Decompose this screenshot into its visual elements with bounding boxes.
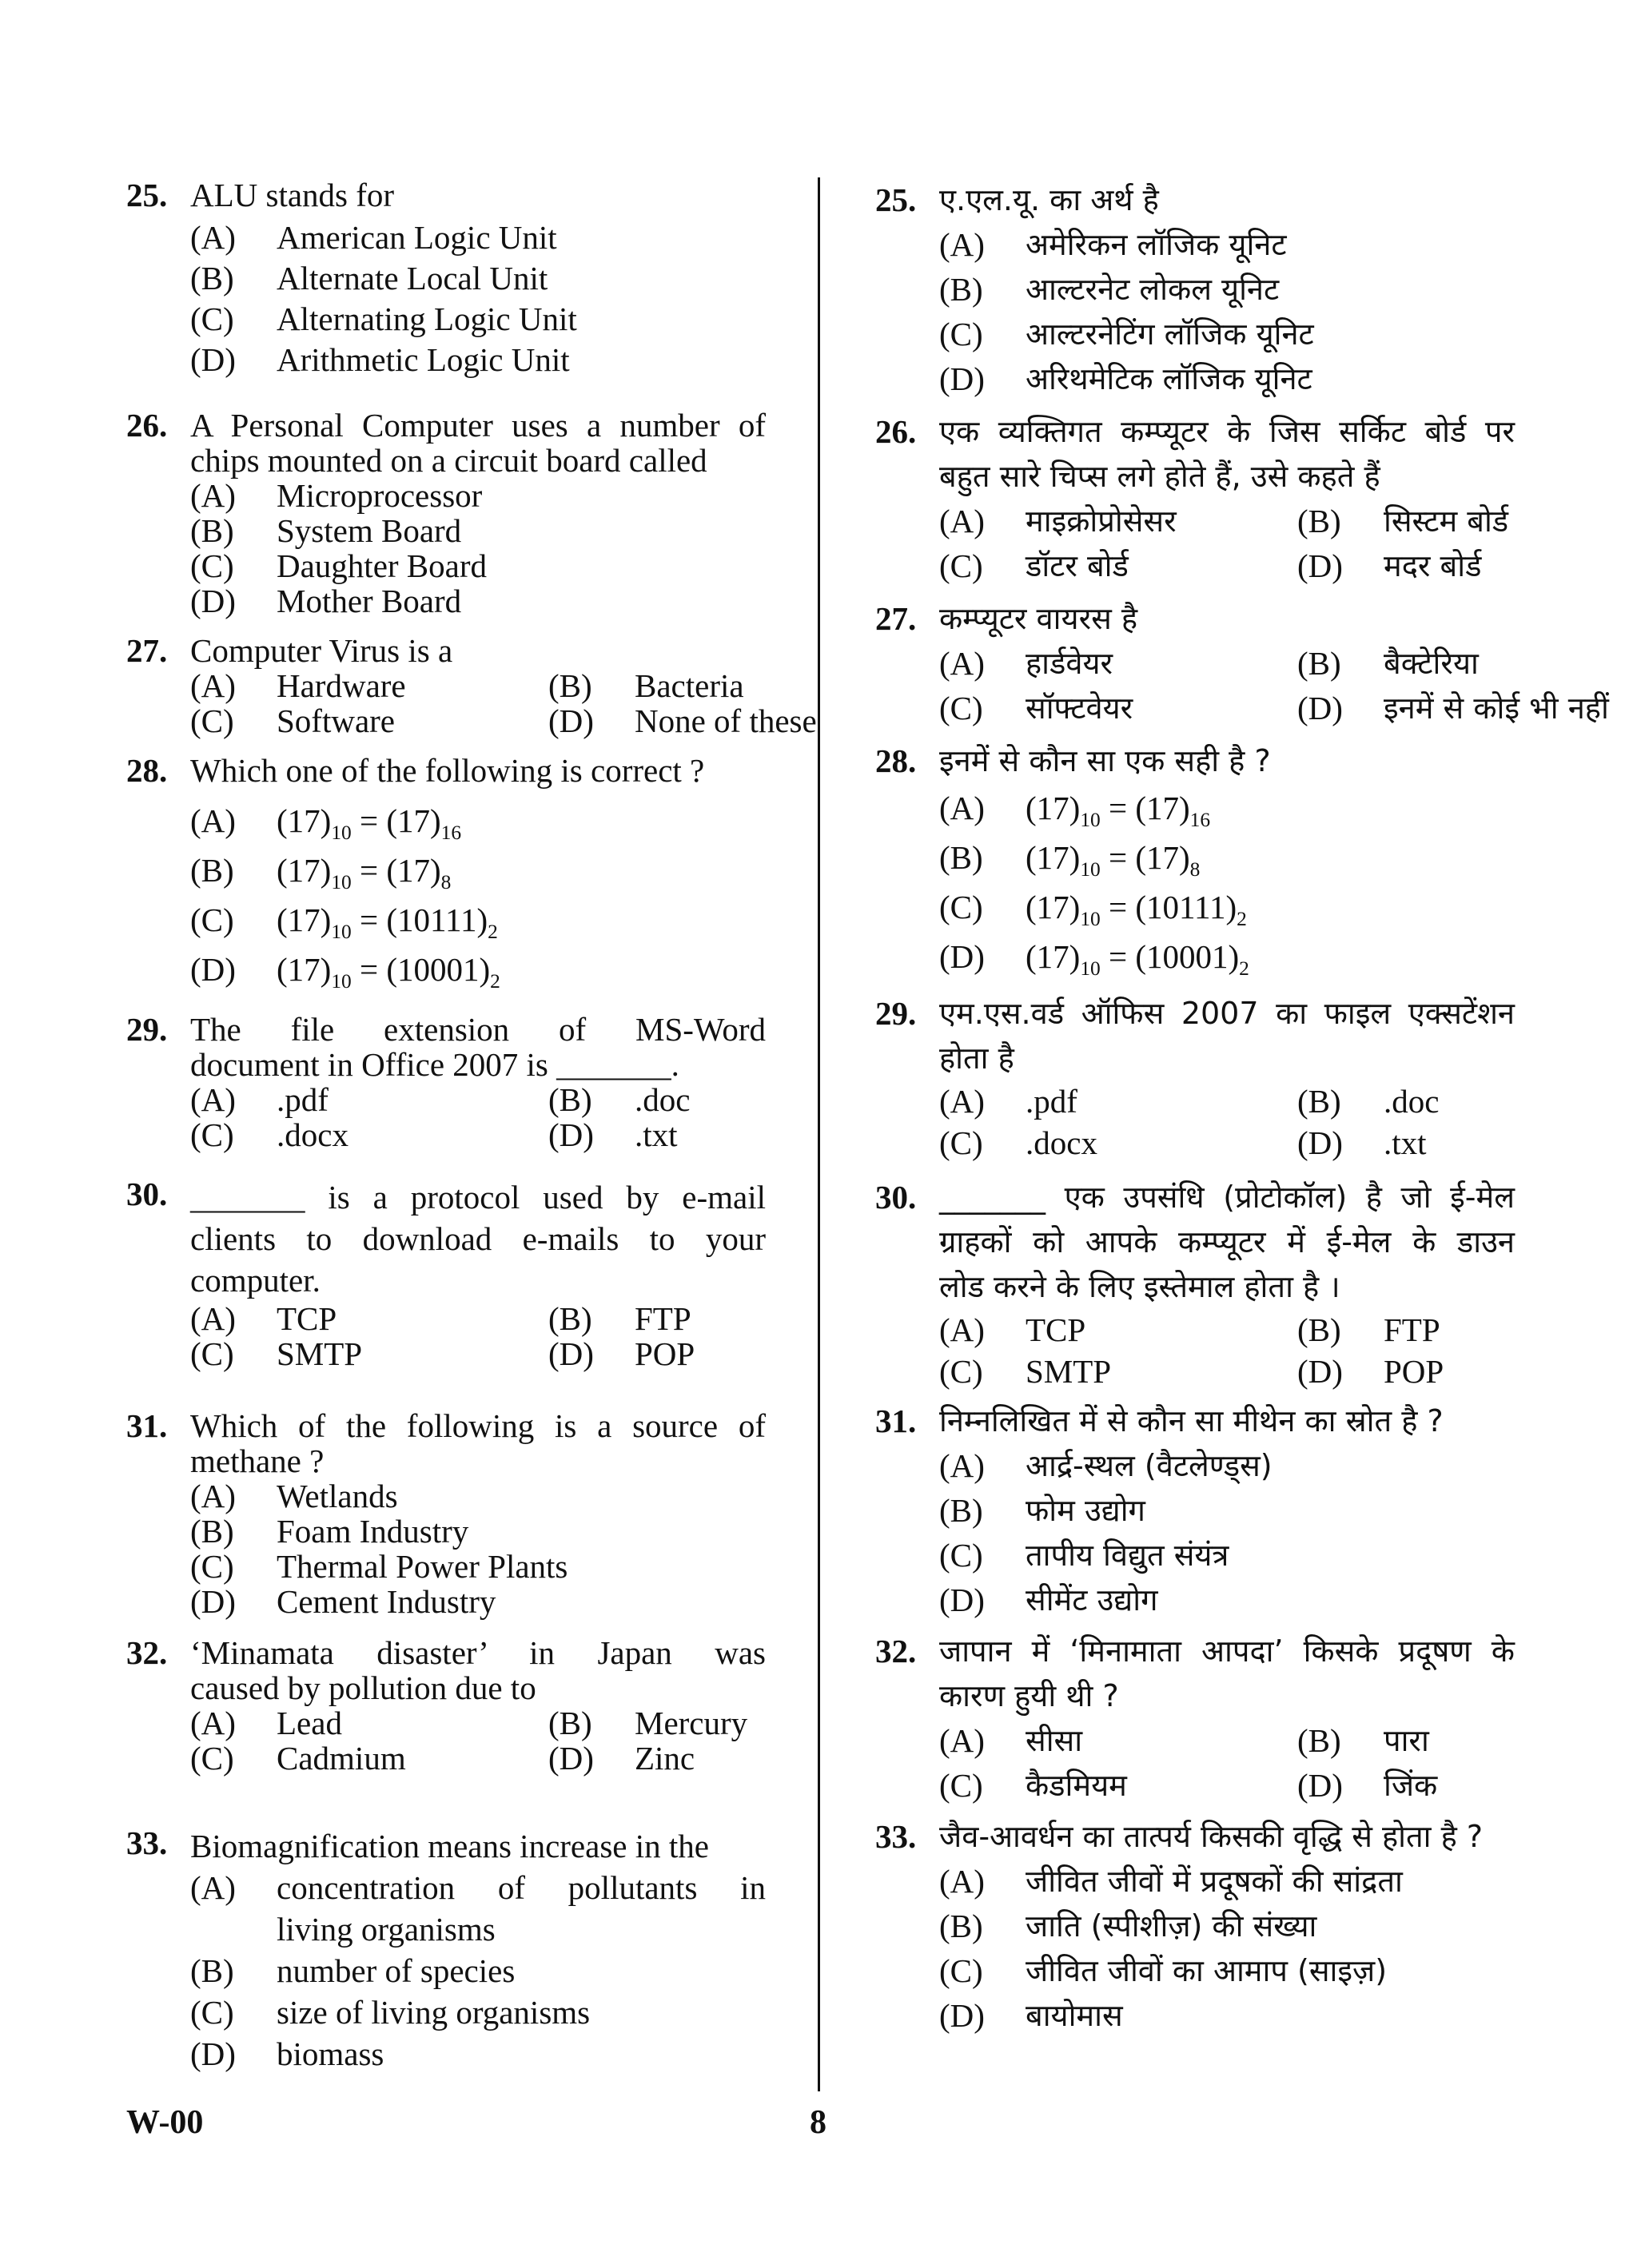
question-text: The file extension of MS-Word xyxy=(190,1011,766,1048)
option-c: (C) SMTP xyxy=(190,1335,363,1372)
question-text: clients to download e-mails to your xyxy=(190,1220,766,1257)
question-text: ए.एल.यू. का अर्थ है xyxy=(939,182,1159,217)
option-a: (A) TCP xyxy=(190,1300,337,1337)
question-number: 25. xyxy=(126,177,168,213)
hindi-column xyxy=(875,177,1609,2038)
question-text: कारण हुयी थी ? xyxy=(939,1678,1119,1713)
question-number: 29. xyxy=(875,995,917,1032)
question-number: 25. xyxy=(875,181,917,218)
question-33 xyxy=(875,1814,1515,2038)
question-number: 33. xyxy=(875,1818,917,1855)
question-29 xyxy=(126,1012,766,1152)
option-d: (D) इनमें से कोई भी नहीं xyxy=(1297,690,1609,726)
option-d: (D) मदर बोर्ड xyxy=(1297,547,1482,584)
option-a: (A) सीसा xyxy=(939,1722,1083,1759)
option-a: (A) Wetlands xyxy=(190,1478,398,1514)
question-31 xyxy=(875,1399,1515,1622)
question-text: _______ is a protocol used by e-mail xyxy=(190,1179,766,1216)
question-27 xyxy=(875,596,1609,730)
option-c: (C) .docx xyxy=(190,1116,349,1153)
question-text: ग्राहकों को आपके कम्प्यूटर में ई-मेल के डाउन xyxy=(939,1224,1515,1259)
question-number: 27. xyxy=(126,632,168,669)
option-c: (C) $(17)_{10} = (10111)_2$ xyxy=(190,901,498,944)
option-b: (B) Alternate Local Unit xyxy=(190,260,548,296)
option-a: (A) माइक्रोप्रोसेसर xyxy=(939,503,1177,539)
question-text: बहुत सारे चिप्स लगे होते हैं, उसे कहते हैं xyxy=(939,459,1380,494)
option-d: (D) जिंक xyxy=(1297,1767,1438,1804)
question-text: document in Office 2007 is _______. xyxy=(190,1046,679,1083)
option-a: (A) American Logic Unit xyxy=(190,219,557,256)
option-c: (C) Daughter Board xyxy=(190,547,487,584)
question-number: 28. xyxy=(875,742,917,779)
question-text: methane ? xyxy=(190,1442,325,1479)
question-33 xyxy=(126,1825,766,2075)
option-a: (A) Lead xyxy=(190,1705,342,1741)
question-32 xyxy=(875,1629,1515,1808)
question-30 xyxy=(126,1176,766,1371)
question-text: caused by pollution due to xyxy=(190,1669,536,1706)
page-number: 8 xyxy=(810,2104,826,2141)
question-text: होता है xyxy=(939,1040,1014,1076)
option-a: (A) .pdf xyxy=(190,1081,329,1118)
question-number: 26. xyxy=(875,413,917,450)
question-text: ALU stands for xyxy=(190,177,395,213)
option-b: (B) पारा xyxy=(1297,1722,1429,1759)
option-c: (C) तापीय विद्युत संयंत्र xyxy=(939,1537,1229,1574)
option-b: (B) $(17)_{10} = (17)_8$ xyxy=(939,839,1201,881)
option-d: (D) बायोमास xyxy=(939,1997,1123,2034)
option-b: (B) .doc xyxy=(548,1081,691,1118)
option-c: (C) आल्टरनेटिंग लॉजिक यूनिट xyxy=(939,316,1314,352)
question-text: एक व्यक्तिगत कम्प्यूटर के जिस सर्किट बोर्ड पर xyxy=(939,414,1515,449)
option-b: (B) FTP xyxy=(1297,1311,1440,1348)
option-b: (B) जाति (स्पीशीज़) की संख्या xyxy=(939,1908,1317,1944)
question-31 xyxy=(126,1408,766,1619)
question-25 xyxy=(875,177,1515,401)
question-29 xyxy=(875,991,1515,1164)
question-25 xyxy=(126,177,766,380)
question-text: एम.एस.वर्ड ऑफिस 2007 का फाइल एक्सटेंशन xyxy=(939,996,1515,1031)
question-text: computer. xyxy=(190,1262,321,1299)
question-28 xyxy=(126,753,766,994)
question-text: लोड करने के लिए इस्तेमाल होता है । xyxy=(939,1269,1340,1304)
option-b: (B) $(17)_{10} = (17)_8$ xyxy=(190,852,452,894)
option-d: (D) Arithmetic Logic Unit xyxy=(190,341,570,378)
option-a: (A) हार्डवेयर xyxy=(939,645,1113,682)
option-d: (D) Cement Industry xyxy=(190,1583,496,1620)
question-text: जापान में ‘मिनामाता आपदा’ किसके प्रदूषण के xyxy=(939,1633,1515,1669)
option-b: (B) Mercury xyxy=(548,1705,748,1741)
question-text: Computer Virus is a xyxy=(190,632,453,669)
option-a: (A) Hardware xyxy=(190,667,406,704)
question-number: 26. xyxy=(126,407,168,444)
question-text: chips mounted on a circuit board called xyxy=(190,442,707,479)
english-column xyxy=(126,177,817,2075)
option-a: (A) अमेरिकन लॉजिक यूनिट xyxy=(939,226,1287,263)
option-b: (B) आल्टरनेट लोकल यूनिट xyxy=(939,271,1280,308)
question-27 xyxy=(126,632,817,739)
question-text: निम्नलिखित में से कौन सा मीथेन का स्रोत है ? xyxy=(939,1403,1444,1438)
option-d: (D) अरिथमेटिक लॉजिक यूनिट xyxy=(939,360,1312,397)
option-d: (D) .txt xyxy=(1297,1124,1427,1161)
option-b: (B) बैक्टेरिया xyxy=(1297,645,1479,682)
question-number: 27. xyxy=(875,600,917,637)
question-text: इनमें से कौन सा एक सही है ? xyxy=(939,743,1271,778)
option-d: (D) Mother Board xyxy=(190,583,462,619)
option-a: (A) Microprocessor xyxy=(190,477,483,514)
option-c: (C) $(17)_{10} = (10111)_2$ xyxy=(939,889,1247,931)
option-a: (A) जीवित जीवों में प्रदूषकों की सांद्रता xyxy=(939,1863,1403,1900)
option-c: (C) .docx xyxy=(939,1124,1097,1161)
question-number: 30. xyxy=(875,1179,917,1216)
option-b: (B) फोम उद्योग xyxy=(939,1492,1145,1529)
question-text: A Personal Computer uses a number of xyxy=(190,407,766,444)
question-number: 28. xyxy=(126,752,168,789)
question-text: Which one of the following is correct ? xyxy=(190,752,705,789)
question-26 xyxy=(126,408,766,619)
option-c: (C) SMTP xyxy=(939,1353,1112,1390)
option-c: (C) जीवित जीवों का आमाप (साइज़) xyxy=(939,1952,1388,1989)
option-c: (C) Cadmium xyxy=(190,1740,406,1777)
option-d: (D) POP xyxy=(1297,1353,1444,1390)
option-c: (C) सॉफ्टवेयर xyxy=(939,690,1133,726)
option-c: (C) Thermal Power Plants xyxy=(190,1548,568,1585)
option-c: (C) size of living organisms xyxy=(190,1994,591,2031)
question-28 xyxy=(875,738,1515,981)
question-number: 29. xyxy=(126,1011,168,1048)
option-b: (B) सिस्टम बोर्ड xyxy=(1297,503,1509,539)
question-text: _______ एक उपसंधि (प्रोटोकॉल) है जो ई-मेल xyxy=(939,1180,1515,1215)
option-b: (B) Bacteria xyxy=(548,667,744,704)
option-d: (D) POP xyxy=(548,1335,695,1372)
question-number: 30. xyxy=(126,1176,168,1212)
option-c: (C) डॉटर बोर्ड xyxy=(939,547,1129,584)
option-b: (B) Foam Industry xyxy=(190,1513,469,1550)
option-d: (D) None of these xyxy=(548,702,817,739)
option-b: (B) .doc xyxy=(1297,1083,1440,1120)
column-divider xyxy=(818,177,820,2091)
question-32 xyxy=(126,1635,766,1776)
question-text: Which of the following is a source of xyxy=(190,1407,766,1444)
question-text: ‘Minamata disaster’ in Japan was xyxy=(190,1634,766,1671)
option-a: (A) $(17)_{10} = (17)_{16}$ xyxy=(939,790,1211,832)
question-number: 32. xyxy=(875,1633,917,1669)
question-text: जैव-आवर्धन का तात्पर्य किसकी वृद्धि से होता है ? xyxy=(939,1819,1483,1854)
question-30 xyxy=(875,1175,1515,1392)
option-d: (D) सीमेंट उद्योग xyxy=(939,1582,1158,1618)
option-a: (A) concentration of pollutants in living organisms xyxy=(190,1869,766,1948)
paper-code: W-00 xyxy=(126,2104,204,2141)
option-c: (C) Alternating Logic Unit xyxy=(190,300,577,337)
question-number: 31. xyxy=(126,1407,168,1444)
question-number: 32. xyxy=(126,1634,168,1671)
option-d: (D) .txt xyxy=(548,1116,678,1153)
option-a: (A) $(17)_{10} = (17)_{16}$ xyxy=(190,802,462,845)
option-c: (C) Software xyxy=(190,702,396,739)
option-b: (B) System Board xyxy=(190,512,462,549)
question-text: कम्प्यूटर वायरस है xyxy=(939,601,1138,636)
option-a: (A) TCP xyxy=(939,1311,1086,1348)
option-a: (A) .pdf xyxy=(939,1083,1077,1120)
option-d: (D) $(17)_{10} = (10001)_2$ xyxy=(939,938,1249,981)
question-number: 33. xyxy=(126,1824,168,1861)
question-number: 31. xyxy=(875,1403,917,1439)
question-26 xyxy=(875,409,1515,588)
option-c: (C) कैडमियम xyxy=(939,1767,1127,1804)
option-b: (B) FTP xyxy=(548,1300,691,1337)
option-d: (D) $(17)_{10} = (10001)_2$ xyxy=(190,951,500,993)
option-a: (A) आर्द्र-स्थल (वैटलेण्ड्स) xyxy=(939,1447,1273,1484)
question-text: Biomagnification means increase in the xyxy=(190,1828,709,1864)
option-b: (B) number of species xyxy=(190,1952,516,1989)
option-d: (D) Zinc xyxy=(548,1740,695,1777)
option-d: (D) biomass xyxy=(190,2035,384,2072)
